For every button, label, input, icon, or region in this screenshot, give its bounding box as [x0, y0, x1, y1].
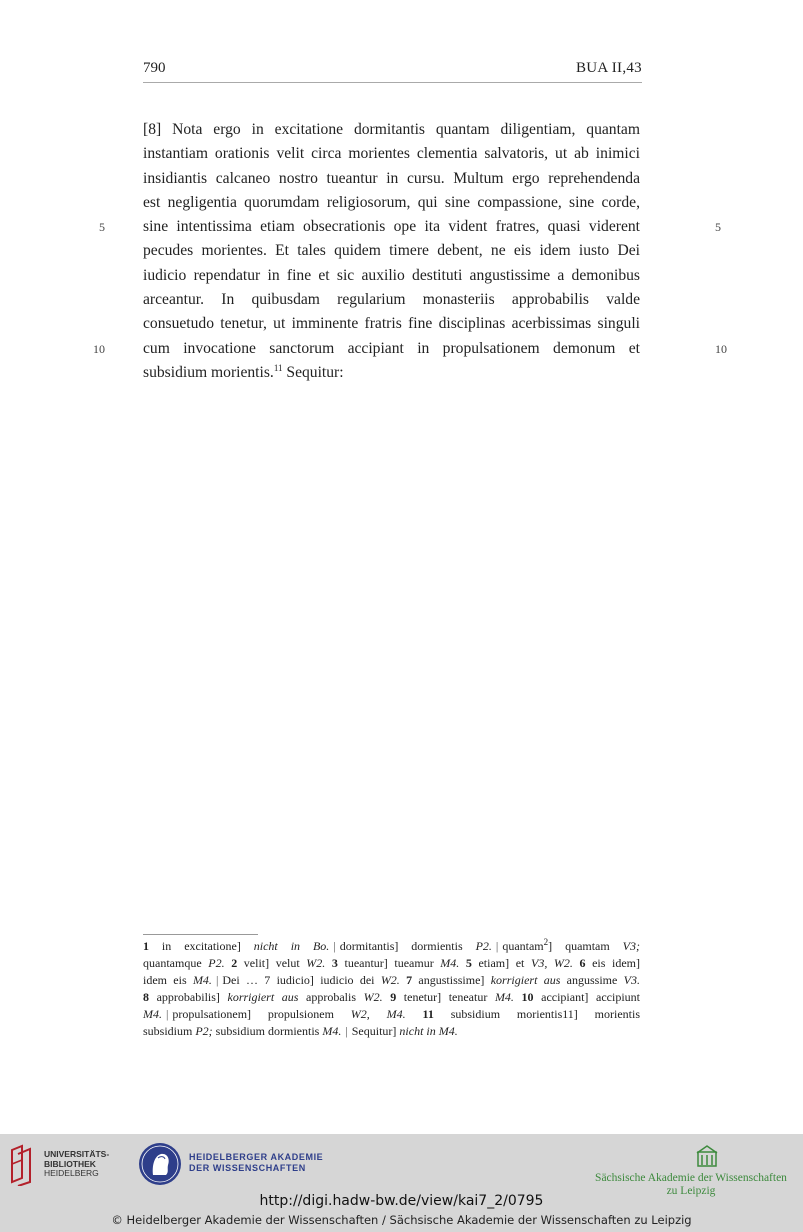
fn-text: approbabilis]: [149, 990, 228, 1004]
fn-italic: P2;: [195, 1024, 213, 1038]
text-fragment: Sequitur:: [282, 363, 344, 381]
separator: |: [166, 1007, 169, 1021]
page-header: [143, 60, 642, 83]
fn-text: quantam: [502, 939, 544, 953]
footnote-rule: [143, 934, 258, 935]
fn-text: ] quamtam: [548, 939, 623, 953]
fn-text: angustissime]: [412, 973, 491, 987]
fn-text: Dei … 7 iudicio] iudicio dei: [222, 973, 381, 987]
line-ref: 2: [231, 956, 238, 970]
main-text: [143, 118, 640, 385]
fn-text: subsidium: [143, 1024, 196, 1038]
fn-text: Sequitur]: [351, 1024, 400, 1038]
fn-italic: W2.: [306, 956, 326, 970]
fn-italic: M4.: [143, 1007, 162, 1021]
line-number-right-5: 5: [715, 220, 721, 234]
fn-text: velit] velut: [237, 956, 307, 970]
line-number-left-10: 10: [93, 342, 105, 356]
footnote-line: [143, 972, 640, 989]
fn-italic: W2, M4.: [350, 1007, 406, 1021]
academy-head-logo: [138, 1142, 182, 1186]
text-line-last: [143, 361, 640, 385]
saw-line: zu Leipzig: [666, 1185, 716, 1197]
hadw-line: HEIDELBERGER AKADEMIE: [189, 1152, 324, 1162]
university-library-name: [44, 1150, 109, 1179]
footnote-line: [143, 1023, 640, 1040]
fn-italic: V3;: [622, 939, 640, 953]
footnote-line: [143, 938, 640, 955]
fn-text: etiam] et: [471, 956, 531, 970]
saxon-academy-building-icon: [696, 1144, 718, 1168]
line-ref: 10: [521, 990, 534, 1004]
separator: |: [333, 939, 336, 953]
critical-apparatus: [143, 938, 640, 1040]
line-ref: 11: [422, 1007, 434, 1021]
fn-text: accipiant] accipiunt: [533, 990, 640, 1004]
fn-text: approbalis: [298, 990, 364, 1004]
fn-italic: V3.: [623, 973, 640, 987]
fn-italic: nicht in Bo.: [253, 939, 330, 953]
copyright-notice: © Heidelberger Akademie der Wissenschaften / Sächsische Akademie der Wissenschaften zu Leipzig: [111, 1213, 692, 1227]
fn-italic: W2.: [363, 990, 383, 1004]
fn-text: tueantur] tueamur: [337, 956, 441, 970]
fn-italic: P2.: [475, 939, 492, 953]
fn-text: propulsationem] propulsionem: [172, 1007, 351, 1021]
text-line: iudicio rependatur in fine et sic auxilio destituti angustissime a demonibus: [143, 266, 640, 284]
text-line: pecudes morientes. Et tales quidem timere debent, ne eis idem iusto Dei: [143, 242, 640, 260]
fn-italic: M4.: [322, 1024, 342, 1038]
fn-text: tenetur] teneatur: [396, 990, 495, 1004]
line-number-right-10: 10: [715, 342, 727, 356]
line-ref: 1: [143, 939, 149, 953]
fn-text: dormitantis] dormientis: [339, 939, 476, 953]
line-ref: 8: [143, 990, 149, 1004]
fn-text: quantamque: [143, 956, 209, 970]
fn-italic: nicht in M4.: [399, 1024, 458, 1038]
text-line: cum invocatione sanctorum accipiant in propulsationem demonum et: [143, 339, 640, 357]
fn-italic: P2.: [208, 956, 225, 970]
saw-line: Sächsische Akademie der Wissenschaften: [595, 1172, 787, 1184]
line-ref: 7: [406, 973, 413, 987]
fn-italic: M4.: [494, 990, 514, 1004]
fn-italic: korrigiert aus: [490, 973, 561, 987]
text-line: instantiam orationis velit circa morientes clementia salvatoris, ut ab inimici: [143, 145, 640, 163]
fn-italic: korrigiert aus: [227, 990, 299, 1004]
line-ref: 5: [465, 956, 472, 970]
footnote-line: [143, 1006, 640, 1023]
text-line: est negligentia quorumdam religiosorum, qui sine compassione, sine corde,: [143, 193, 640, 211]
line-ref: 3: [331, 956, 338, 970]
ub-line: UNIVERSITÄTS-: [44, 1149, 110, 1159]
line-ref: 9: [390, 990, 397, 1004]
fn-italic: W2.: [380, 973, 400, 987]
ub-line: BIBLIOTHEK: [44, 1158, 96, 1169]
text-line: arceantur. In quibusdam regularium monasteriis approbabilis valde: [143, 291, 640, 309]
page-number: 790: [143, 60, 166, 76]
fn-italic: M4.: [192, 973, 212, 987]
fn-italic: V3, W2.: [530, 956, 573, 970]
text-line: sine intentissima etiam obsecrationis ope ita vident fratres, quasi viderent: [143, 218, 640, 236]
footnote-reference: 11: [273, 362, 283, 373]
text-line: [8] Nota ergo in excitatione dormitantis quantam diligentiam, quantam: [143, 121, 640, 138]
text-line: insidiantis calcaneo nostro tueantur in cursu. Multum ergo reprehendenda: [143, 169, 640, 187]
fn-text: subsidium dormientis: [212, 1024, 323, 1038]
line-number-left-5: 5: [99, 220, 105, 234]
fn-text: eis idem]: [585, 956, 641, 970]
fn-text: in excitatione]: [149, 939, 254, 953]
hadw-line: DER WISSENSCHAFTEN: [189, 1163, 306, 1173]
footnote-line: [143, 989, 640, 1006]
fn-text: idem eis: [143, 973, 193, 987]
separator: |: [495, 939, 499, 953]
text-fragment: subsidium morientis.: [143, 363, 274, 381]
ub-line: HEIDELBERG: [44, 1168, 99, 1178]
footnote-line: [143, 955, 640, 972]
separator: |: [345, 1024, 348, 1038]
fn-text: subsidium morientis11] morientis: [433, 1007, 640, 1021]
separator: |: [215, 973, 219, 987]
fn-text: angussime: [560, 973, 624, 987]
text-line: consuetudo tenetur, ut imminente fratris fine disciplinas acerbissimas singuli: [143, 315, 640, 333]
running-head: BUA II,43: [575, 60, 642, 76]
fn-italic: M4.: [440, 956, 460, 970]
academy-heidelberg-name: [189, 1152, 323, 1174]
fn-sup: 2: [543, 937, 549, 947]
permalink-url[interactable]: http://digi.hadw-bw.de/view/kai7_2/0795: [259, 1193, 544, 1209]
line-ref: 6: [579, 956, 586, 970]
